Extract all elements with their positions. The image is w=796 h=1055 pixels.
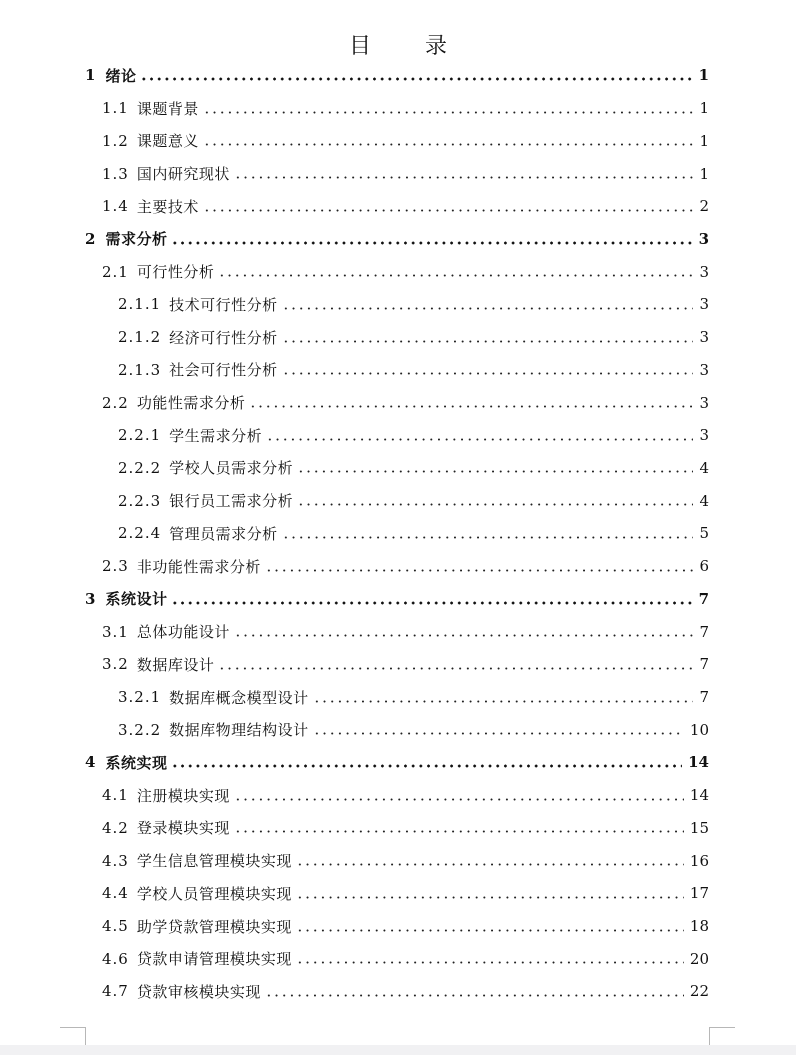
- toc-entry[interactable]: [0, 517, 796, 550]
- toc-entry-page-number: 7: [698, 589, 709, 608]
- toc-entry-number: 3.2: [102, 655, 129, 674]
- dot-leader: [297, 470, 693, 473]
- toc-entry-page-number: 14: [689, 786, 709, 805]
- toc-entry-label: 非功能性需求分析: [136, 557, 261, 576]
- dot-leader: [234, 176, 694, 179]
- toc-entry-label: 需求分析: [105, 230, 168, 249]
- toc-entry-label: 银行员工需求分析: [169, 492, 294, 511]
- toc-entry[interactable]: [0, 550, 796, 583]
- toc-entry-page-number: 5: [699, 524, 709, 543]
- toc-entry-page-number: 6: [699, 557, 709, 576]
- toc-entry-label: 社会可行性分析: [169, 361, 278, 380]
- toc-entry-page-number: 7: [699, 655, 709, 674]
- toc-entry-number: 1.4: [102, 197, 129, 216]
- toc-entry-label: 贷款申请管理模块实现: [136, 950, 292, 969]
- toc-entry[interactable]: [0, 812, 796, 845]
- toc-entry[interactable]: [0, 255, 796, 288]
- toc-entry-number: 4.1: [102, 786, 129, 805]
- dot-leader: [266, 438, 693, 441]
- toc-entry[interactable]: [0, 713, 796, 746]
- toc-entry-number: 4.7: [102, 982, 129, 1001]
- dot-leader: [234, 830, 684, 833]
- toc-entry[interactable]: [0, 746, 796, 779]
- toc-entry-page-number: 20: [689, 949, 709, 968]
- toc-entry-page-number: 7: [699, 622, 709, 641]
- dot-leader: [203, 209, 694, 212]
- toc-entry-label: 学校人员需求分析: [169, 459, 294, 478]
- dot-leader: [140, 77, 692, 81]
- toc-entry[interactable]: [0, 288, 796, 321]
- dot-leader: [249, 405, 693, 408]
- toc-entry-label: 数据库物理结构设计: [169, 721, 309, 740]
- toc-entry-number: 2.1: [102, 262, 129, 281]
- dot-leader: [296, 961, 684, 964]
- toc-entry-number: 3: [85, 589, 97, 608]
- toc-entry-label: 学校人员管理模块实现: [136, 884, 292, 903]
- toc-entry-number: 4.4: [102, 884, 129, 903]
- toc-entry-label: 学生需求分析: [169, 426, 263, 445]
- toc-entry[interactable]: [0, 583, 796, 616]
- margin-corner-mark-left: [60, 1027, 86, 1045]
- toc-title: 目 录: [348, 34, 463, 59]
- toc-entry-number: 4.3: [102, 851, 129, 870]
- dot-leader: [234, 634, 694, 637]
- dot-leader: [171, 241, 692, 245]
- toc-entry-page-number: 15: [689, 818, 709, 837]
- toc-entry-number: 2.3: [102, 557, 129, 576]
- toc-entry-number: 2.1.1: [118, 295, 162, 314]
- toc-entry-page-number: 3: [699, 360, 709, 379]
- toc-entry-page-number: 17: [689, 884, 709, 903]
- toc-entry-number: 2.2.3: [118, 491, 162, 510]
- dot-leader: [313, 732, 684, 735]
- toc-entry-page-number: 1: [699, 99, 709, 118]
- toc-entry-number: 2: [85, 229, 97, 248]
- toc-entry[interactable]: [0, 223, 796, 256]
- toc-entry-page-number: 4: [699, 491, 709, 510]
- toc-entry-page-number: 3: [699, 295, 709, 314]
- toc-entry-number: 2.1.2: [118, 328, 162, 347]
- toc-entry-number: 4: [85, 753, 97, 772]
- toc-entry-label: 助学贷款管理模块实现: [136, 917, 292, 936]
- toc-entry-number: 4.6: [102, 949, 129, 968]
- toc-entry-label: 系统设计: [105, 590, 168, 609]
- toc-entry-label: 课题意义: [136, 132, 199, 151]
- toc-entry[interactable]: [0, 975, 796, 1008]
- toc-entry[interactable]: [0, 910, 796, 943]
- dot-leader: [171, 601, 692, 605]
- toc-entry-page-number: 7: [699, 688, 709, 707]
- margin-corner-mark-right: [709, 1027, 735, 1045]
- dot-leader: [265, 994, 684, 997]
- toc-entry[interactable]: [0, 59, 796, 92]
- toc-entry[interactable]: [0, 321, 796, 354]
- toc-entry-label: 注册模块实现: [136, 786, 230, 805]
- toc-entry[interactable]: [0, 190, 796, 223]
- toc-entry-page-number: 4: [699, 458, 709, 477]
- toc-entry-page-number: 1: [699, 164, 709, 183]
- dot-leader: [296, 863, 684, 866]
- toc-entry-page-number: 1: [699, 131, 709, 150]
- toc-entry-label: 技术可行性分析: [169, 295, 278, 314]
- toc-entry-page-number: 1: [698, 66, 709, 85]
- toc-entry-label: 系统实现: [105, 753, 168, 772]
- toc-entry[interactable]: [0, 386, 796, 419]
- toc-entry-number: 1.3: [102, 164, 129, 183]
- dot-leader: [282, 340, 694, 343]
- toc-entry[interactable]: [0, 681, 796, 714]
- toc-entry[interactable]: [0, 877, 796, 910]
- toc-entry-page-number: 16: [689, 851, 709, 870]
- toc-entry-page-number: 10: [689, 720, 709, 739]
- toc-entry-number: 3.2.2: [118, 720, 162, 739]
- toc-entry-label: 贷款审核模块实现: [136, 982, 261, 1001]
- dot-leader: [203, 111, 694, 114]
- toc-entry-label: 学生信息管理模块实现: [136, 852, 292, 871]
- dot-leader: [282, 536, 694, 539]
- toc-entry-page-number: 3: [699, 426, 709, 445]
- toc-entry[interactable]: [0, 648, 796, 681]
- toc-entry-label: 数据库概念模型设计: [169, 688, 309, 707]
- toc-entry-label: 功能性需求分析: [136, 394, 246, 413]
- toc-entry[interactable]: [0, 92, 796, 125]
- toc-entry-page-number: 3: [699, 328, 709, 347]
- toc-entry-number: 2.2.4: [118, 524, 162, 543]
- dot-leader: [282, 372, 694, 375]
- dot-leader: [297, 503, 693, 506]
- toc-entry[interactable]: [0, 157, 796, 190]
- toc-entry-label: 经济可行性分析: [169, 328, 278, 347]
- toc-entry-number: 4.2: [102, 818, 129, 837]
- toc-entry-label: 可行性分析: [136, 263, 215, 282]
- dot-leader: [296, 929, 684, 932]
- toc-entry-number: 2.2: [102, 393, 129, 412]
- toc-entry-number: 3.1: [102, 622, 129, 641]
- toc-entry-page-number: 2: [699, 197, 709, 216]
- toc-entry-number: 2.2.2: [118, 458, 162, 477]
- toc-entry-number: 1.2: [102, 131, 129, 150]
- toc-entry[interactable]: [0, 844, 796, 877]
- toc-entry-number: 1: [85, 66, 97, 85]
- toc-entry-page-number: 3: [698, 229, 709, 248]
- dot-leader: [171, 764, 682, 768]
- toc-entry-label: 绪论: [105, 66, 137, 85]
- dot-leader: [218, 667, 693, 670]
- toc-entry-label: 主要技术: [136, 197, 199, 216]
- toc-entry-label: 课题背景: [136, 99, 199, 118]
- toc-entry[interactable]: [0, 615, 796, 648]
- toc-entry-page-number: 22: [689, 982, 709, 1001]
- dot-leader: [282, 307, 694, 310]
- toc-entry[interactable]: [0, 452, 796, 485]
- dot-leader: [218, 274, 693, 277]
- toc-entry[interactable]: [0, 779, 796, 812]
- toc-entry-number: 2.2.1: [118, 426, 162, 445]
- toc-entry[interactable]: [0, 124, 796, 157]
- toc-entry-page-number: 14: [688, 753, 709, 772]
- toc-entry-page-number: 18: [689, 917, 709, 936]
- dot-leader: [234, 798, 684, 801]
- toc-entry-number: 1.1: [102, 99, 129, 118]
- toc-entry-label: 管理员需求分析: [169, 524, 278, 543]
- toc-entry-page-number: 3: [699, 393, 709, 412]
- dot-leader: [313, 700, 694, 703]
- toc-entry[interactable]: [0, 484, 796, 517]
- toc-entry-number: 2.1.3: [118, 360, 162, 379]
- toc-entry-label: 总体功能设计: [136, 623, 230, 642]
- dot-leader: [296, 896, 684, 899]
- table-of-contents: [0, 59, 796, 1008]
- toc-entry-label: 登录模块实现: [136, 819, 230, 838]
- dot-leader: [203, 143, 694, 146]
- toc-entry[interactable]: [0, 942, 796, 975]
- page-gap: [0, 1045, 796, 1055]
- toc-entry-page-number: 3: [699, 262, 709, 281]
- toc-entry-label: 数据库设计: [136, 655, 215, 674]
- dot-leader: [265, 569, 694, 572]
- toc-entry[interactable]: [0, 353, 796, 386]
- toc-entry-number: 3.2.1: [118, 688, 162, 707]
- toc-entry[interactable]: [0, 419, 796, 452]
- toc-entry-number: 4.5: [102, 917, 129, 936]
- toc-entry-label: 国内研究现状: [136, 165, 230, 184]
